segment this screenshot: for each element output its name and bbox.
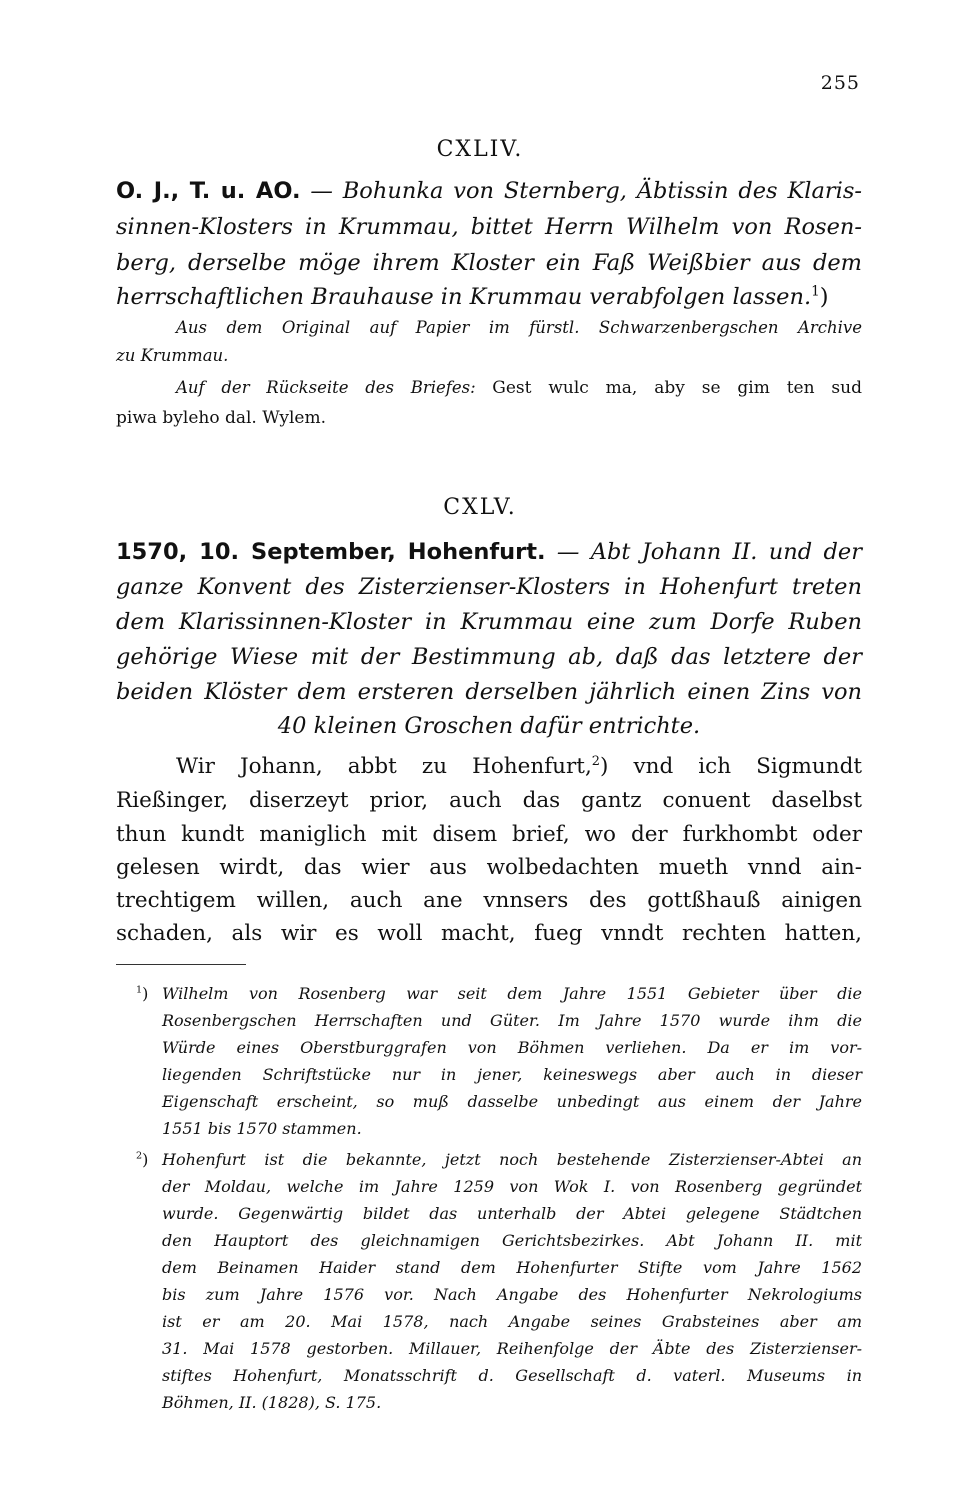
- regest-line: 40 kleinen Groschen dafür entrichte.: [277, 713, 701, 739]
- regest-line: 1570, 10. September, Hohenfurt. — Abt Johann II. und der: [116, 539, 862, 565]
- charter-line: thun kundt maniglich mit disem brief, wo der furkhombt oder: [116, 822, 862, 847]
- regest-line: berg, derselbe möge ihrem Kloster ein Faß Weißbier aus dem: [116, 250, 862, 276]
- footnote-line: Rosenbergschen Herrschaften und Güter. Im Jahre 1570 wurde ihm die: [162, 1011, 862, 1030]
- footnote-mark: $^2$): [136, 1150, 149, 1169]
- footnote-line: Eigenschaft erscheint, so muß dasselbe unbedingt aus einem der Jahre: [162, 1092, 862, 1111]
- regest-line: sinnen-Klosters in Krummau, bittet Herrn Wilhelm von Rosen-: [116, 214, 862, 240]
- footnote-line: wurde. Gegenwärtig bildet das unterhalb der Abtei gelegene Städtchen: [162, 1204, 862, 1223]
- footnote-line: 31. Mai 1578 gestorben. Millauer, Reihenfolge der Äbte des Zisterzienser-: [162, 1339, 862, 1358]
- source-line: Aus dem Original auf Papier im fürstl. Schwarzenbergschen Archive: [176, 318, 862, 337]
- regest-line: gehörige Wiese mit der Bestimmung ab, daß das letztere der: [116, 644, 862, 670]
- footnote-separator: [116, 964, 246, 965]
- footnote-line: Wilhelm von Rosenberg war seit dem Jahre 1551 Gebieter über die: [162, 984, 862, 1003]
- charter-line: Rießinger, diserzeyt prior, auch das gantz conuent daselbst: [116, 788, 862, 813]
- footnote-line: Hohenfurt ist die bekannte, jetzt noch bestehende Zisterzienser-Abtei an: [162, 1150, 862, 1169]
- footnote-line: stiftes Hohenfurt, Monatsschrift d. Gesellschaft d. vaterl. Museums in: [162, 1366, 862, 1385]
- charter-line: schaden, als wir es woll macht, fueg vnndt rechten hatten,: [116, 921, 862, 946]
- verso-line: [176, 378, 862, 398]
- document-numeral: CXLV.: [443, 495, 517, 520]
- footnote-reference: 1: [811, 283, 820, 300]
- regest-line: O. J., T. u. AO. — Bohunka von Sternberg, Äbtissin des Klaris-: [116, 178, 862, 204]
- footnote-line: bis zum Jahre 1576 vor. Nach Angabe des Hohenfurter Nekrologiums: [162, 1285, 862, 1304]
- document-date-place: O. J., T. u. AO.: [116, 178, 301, 204]
- regest-line: dem Klarissinnen-Kloster in Krummau eine zum Dorfe Ruben: [116, 609, 862, 635]
- source-line: zu Krummau.: [116, 346, 229, 365]
- verso-text: Gest wulc ma, aby se gim ten sud: [492, 378, 862, 398]
- regest-line: beiden Klöster dem ersteren derselben jährlich einen Zins von: [116, 679, 862, 705]
- verso-label: Auf der Rückseite des Briefes:: [176, 378, 476, 397]
- footnote-line: Böhmen, II. (1828), S. 175.: [162, 1393, 382, 1412]
- footnote-line: Würde eines Oberstburggrafen von Böhmen verliehen. Da er im vor-: [162, 1038, 862, 1057]
- footnote-line: liegenden Schriftstücke nur in jener, keineswegs aber auch in dieser: [162, 1065, 862, 1084]
- footnote-reference: 2: [591, 753, 600, 769]
- verso-line: piwa byleho dal. Wylem.: [116, 408, 326, 428]
- footnote-line: 1551 bis 1570 stammen.: [162, 1119, 362, 1138]
- footnote-line: ist er am 20. Mai 1578, nach Angabe seines Grabsteines aber am: [162, 1312, 862, 1331]
- document-numeral: CXLIV.: [436, 137, 524, 162]
- page-number: 255: [820, 72, 860, 94]
- charter-line: Wir Johann, abbt zu Hohenfurt,$^2$) vnd ich Sigmundt: [176, 753, 863, 779]
- regest-line: ganze Konvent des Zisterzienser-Klosters in Hohenfurt treten: [116, 574, 862, 600]
- footnote-line: dem Beinamen Haider stand dem Hohenfurter Stifte vom Jahre 1562: [162, 1258, 862, 1277]
- footnote-line: der Moldau, welche im Jahre 1259 von Wok I. von Rosenberg gegründet: [162, 1177, 862, 1196]
- charter-line: trechtigem willen, auch ane vnnsers des gottßhauß ainigen: [116, 888, 862, 913]
- regest-line: herrschaftlichen Brauhause in Krummau verabfolgen lassen.$^1$): [116, 283, 829, 310]
- footnote-mark: $^1$): [136, 984, 149, 1003]
- charter-line: gelesen wirdt, das wier aus wolbedachten mueth vnnd ain-: [116, 855, 862, 880]
- document-date-place: 1570, 10. September, Hohenfurt.: [116, 539, 546, 565]
- footnote-line: den Hauptort des gleichnamigen Gerichtsbezirkes. Abt Johann II. mit: [162, 1231, 862, 1250]
